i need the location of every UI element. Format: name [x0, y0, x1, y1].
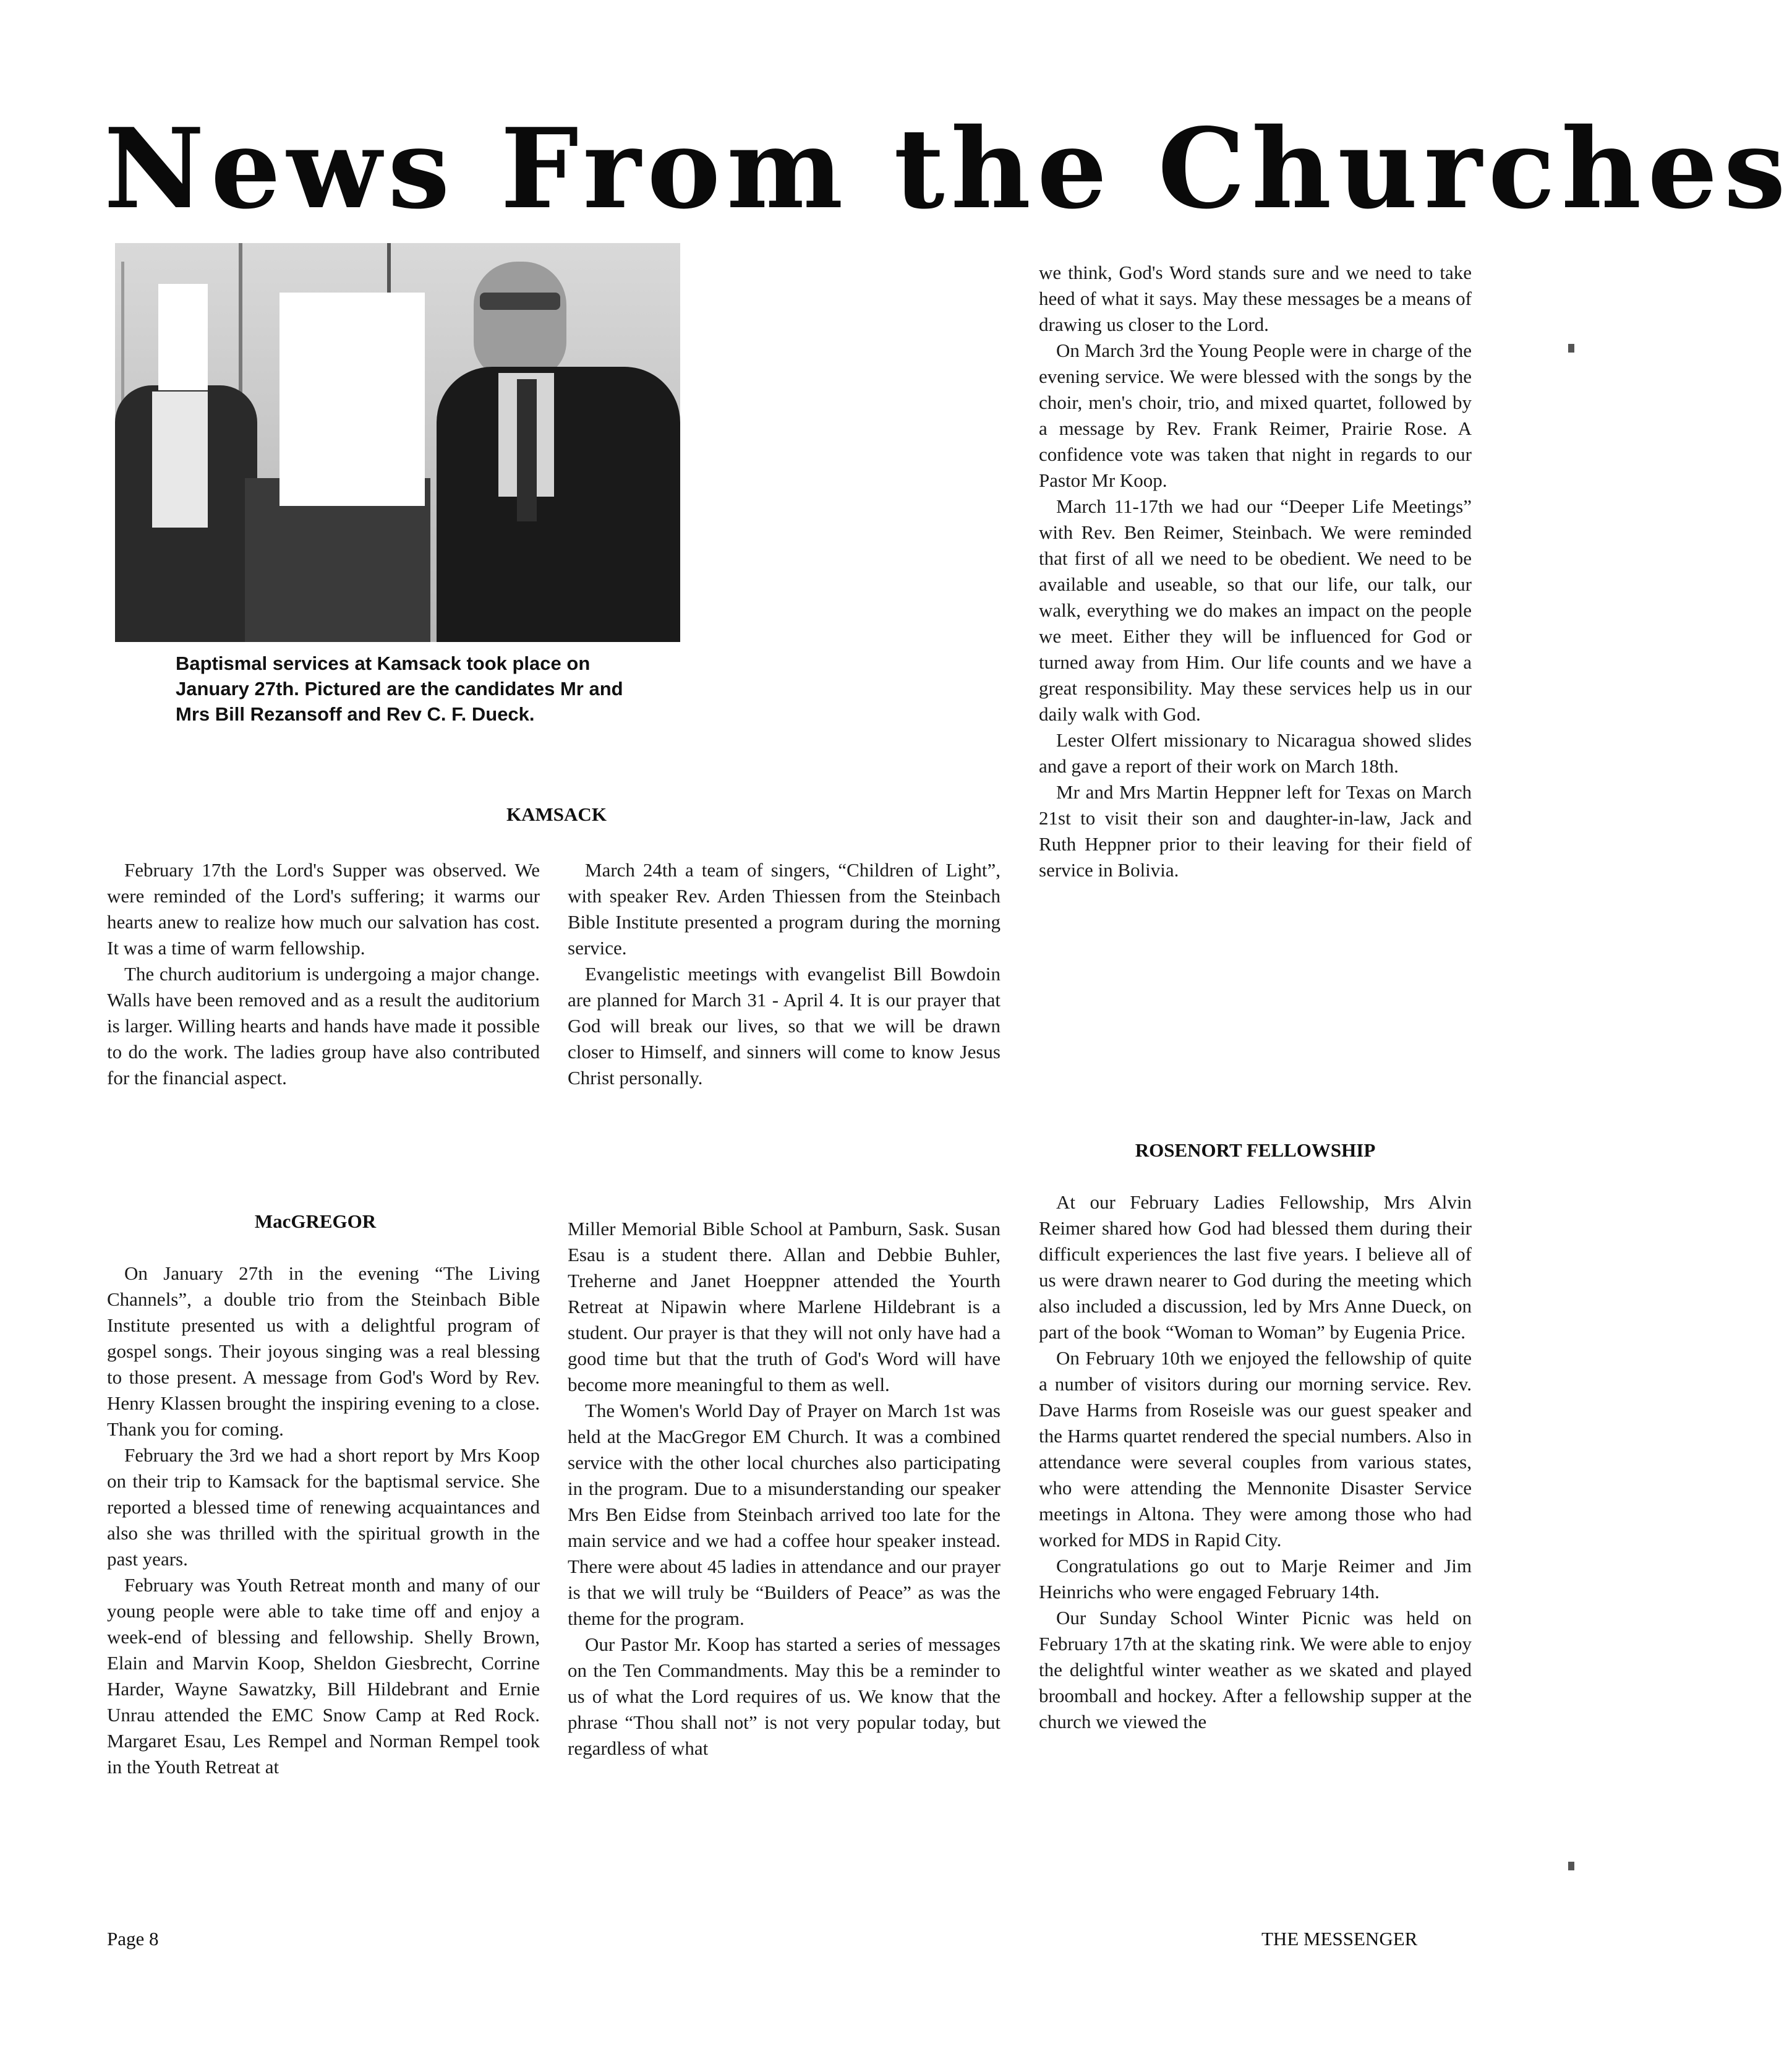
paragraph: At our February Ladies Fellowship, Mrs Alvin Reimer shared how God had blessed them during their difficult experiences the last five years. I believe all of us were drawn nearer to God during the meeting which also included a discussion, led by Mrs Anne Dueck, on part of the book “Woman to Woman” by Eugenia Price. — [1039, 1191, 1472, 1343]
paragraph: On February 10th we enjoyed the fellowship of quite a number of visitors during our morning service. Rev. Dave Harms from Roseisle was our guest speaker and the Harms quartet rendered the special numbers. Also in attendance were several couples from various states, who were attending the Mennonite Disaster Service meetings in Altona. They were among those who had worked for MDS in Rapid City. — [1039, 1347, 1472, 1551]
macgregor-column-3 — [1039, 260, 1472, 883]
baptism-photo — [115, 243, 680, 642]
page-title: News From the Churches — [104, 104, 1792, 233]
macgregor-column-1 — [107, 1261, 540, 1780]
paragraph: March 11-17th we had our “Deeper Life Meetings” with Rev. Ben Reimer, Steinbach. We were reminded that first of all we need to be obedient. We need to be available and useable, so that our life, our talk, our walk, everything we do makes an impact on the people we meet. Either they will be influenced for God or turned away from Him. Our life counts and we have a great responsibility. May these services help us in our daily walk with God. — [1039, 495, 1472, 725]
paragraph: Evangelistic meetings with evangelist Bill Bowdoin are planned for March 31 - April 4. It is our prayer that God will break our lives, so that we will be drawn closer to Himself, and sinners will come to know Jesus Christ personally. — [568, 963, 1001, 1089]
paragraph: February the 3rd we had a short report by Mrs Koop on their trip to Kamsack for the baptismal service. She reported a blessed time of renewing acquaintances and also she was thrilled with the spiritual growth in the past years. — [107, 1444, 540, 1570]
section-heading-rosenort-fellowship: ROSENORT FELLOWSHIP — [1135, 1139, 1376, 1161]
section-heading-kamsack: KAMSACK — [506, 803, 607, 825]
publication-name: THE MESSENGER — [1261, 1928, 1418, 1950]
redaction-block — [279, 293, 425, 506]
paragraph: The church auditorium is undergoing a major change. Walls have been removed and as a result the auditorium is larger. Willing hearts and hands have made it possible to do the work. The ladies group have also contributed for the financial aspect. — [107, 963, 540, 1089]
paragraph: March 24th a team of singers, “Children of Light”, with speaker Rev. Arden Thiessen from the Steinbach Bible Institute presented a program during the morning service. — [568, 859, 1001, 959]
paragraph: February 17th the Lord's Supper was observed. We were reminded of the Lord's suffering; it warms our hearts anew to realize how much our salvation has cost. It was a time of warm fellowship. — [107, 859, 540, 959]
photo-caption: Baptismal services at Kamsack took place on January 27th. Pictured are the candidates Mr and Mrs Bill Rezansoff and Rev C. F. Dueck. — [176, 653, 623, 725]
margin-mark — [1568, 1862, 1574, 1870]
paragraph: The Women's World Day of Prayer on March 1st was held at the MacGregor EM Church. It was a combined service with the other local churches also participating in the program. Due to a misunderstanding our speaker Mrs Ben Eidse from Steinbach arrived too late for the main service and we had a coffee hour speaker instead. There were about 45 ladies in attendance and our prayer is that we will truly be “Builders of Peace” as was the theme for the program. — [568, 1400, 1001, 1629]
paragraph: Miller Memorial Bible School at Pamburn, Sask. Susan Esau is a student there. Allan and Debbie Buhler, Treherne and Janet Hoeppner attended the Yourth Retreat at Nipawin where Marlene Hildebrant is a student. Our prayer is that they will not only have had a good time but that the truth of God's Word will have become more meaningful to them as well. — [568, 1218, 1001, 1395]
paragraph: On January 27th in the evening “The Living Channels”, a double trio from the Steinbach Bible Institute presented us with a delightful program of gospel songs. Their joyous singing was a real blessing to those present. A message from God's Word by Rev. Henry Klassen brought the inspiring evening to a close. Thank you for coming. — [107, 1262, 540, 1440]
page-number: Page 8 — [107, 1928, 159, 1950]
kamsack-column-1 — [107, 857, 540, 1091]
macgregor-column-2 — [568, 1216, 1001, 1761]
paragraph: Our Pastor Mr. Koop has started a series of messages on the Ten Commandments. May this be a reminder to us of what the Lord requires of us. We know that the phrase “Thou shall not” is not very popular today, but regardless of what — [568, 1633, 1001, 1759]
paragraph: February was Youth Retreat month and many of our young people were able to take time off and enjoy a week-end of blessing and fellowship. Shelly Brown, Elain and Marvin Koop, Sheldon Giesbrecht, Corrine Harder, Wayne Sawatzky, Bill Hildebrant and Ernie Unrau attended the EMC Snow Camp at Red Rock. Margaret Esau, Les Rempel and Norman Rempel took in the Youth Retreat at — [107, 1574, 540, 1778]
rosenort-column — [1039, 1189, 1472, 1735]
kamsack-column-2 — [568, 857, 1001, 1091]
paragraph: Congratulations go out to Marje Reimer and Jim Heinrichs who were engaged February 14th. — [1039, 1555, 1472, 1603]
paragraph: Our Sunday School Winter Picnic was held on February 17th at the skating rink. We were able to enjoy the delightful winter weather as we skated and played broomball and hockey. After a fellowship supper at the church we viewed the — [1039, 1607, 1472, 1732]
margin-mark — [1568, 344, 1574, 353]
paragraph: On March 3rd the Young People were in charge of the evening service. We were blessed with the songs by the choir, men's choir, trio, and mixed quartet, followed by a message by Rev. Frank Reimer, Prairie Rose. A confidence vote was taken that night in regards to our Pastor Mr Koop. — [1039, 340, 1472, 491]
section-heading-macgregor: MacGREGOR — [254, 1210, 377, 1232]
paragraph: Lester Olfert missionary to Nicaragua showed slides and gave a report of their work on March 18th. — [1039, 729, 1472, 777]
paragraph: we think, God's Word stands sure and we need to take heed of what it says. May these messages be a means of drawing us closer to the Lord. — [1039, 262, 1472, 335]
redaction-block — [158, 284, 208, 390]
paragraph: Mr and Mrs Martin Heppner left for Texas on March 21st to visit their son and daughter-in-law, Jack and Ruth Heppner prior to their leaving for their field of service in Bolivia. — [1039, 781, 1472, 881]
